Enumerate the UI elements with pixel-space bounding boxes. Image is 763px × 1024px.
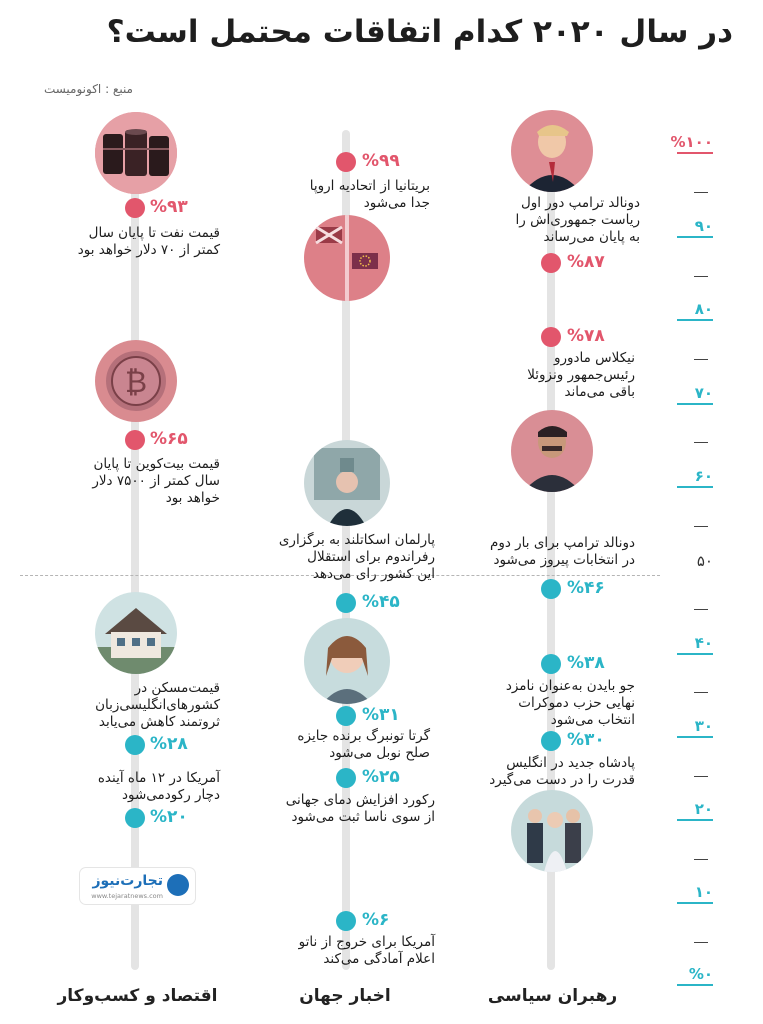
scale-label-80 xyxy=(653,300,713,318)
brexit-flags-photo xyxy=(304,215,390,301)
scale-label-20 xyxy=(653,800,713,818)
dot-greta xyxy=(336,706,356,726)
pct-greta: %۳۱ xyxy=(362,705,400,725)
scale-label-10 xyxy=(653,883,713,901)
scale-value: ۲۰ xyxy=(694,800,713,818)
dot-king xyxy=(541,731,561,751)
scale-tick xyxy=(694,192,708,193)
label-line: جدا می‌شود xyxy=(363,195,430,211)
dot-oil xyxy=(125,198,145,218)
label-housing xyxy=(40,680,220,731)
label-line: انتخاب می‌شود xyxy=(550,712,635,728)
label-nato xyxy=(235,934,435,968)
royal-family-photo xyxy=(511,790,593,872)
scale-tick xyxy=(694,692,708,693)
dot-trump-first xyxy=(541,253,561,273)
label-bitcoin xyxy=(40,456,220,507)
scale-label-90 xyxy=(653,217,713,235)
page-title: در سال ۲۰۲۰ کدام اتفاقات محتمل است؟ xyxy=(106,14,733,50)
scale-label-30 xyxy=(653,717,713,735)
scale-label-100 xyxy=(653,133,713,151)
scale-tick xyxy=(694,776,708,777)
label-line: صلح نوبل می‌شود xyxy=(329,745,430,761)
label-line: دونالد ترامپ برای بار دوم xyxy=(489,535,635,551)
pct-scotland: %۴۵ xyxy=(362,592,400,612)
dot-nato xyxy=(336,911,356,931)
pct-climate: %۲۵ xyxy=(362,767,400,787)
pct-housing: %۲۸ xyxy=(150,734,188,754)
label-line: این کشور رای می‌دهد xyxy=(312,566,435,582)
label-brexit xyxy=(250,178,430,212)
scale-tick xyxy=(694,276,708,277)
label-line: رفراندوم برای استقلال xyxy=(307,549,435,565)
scale-value: %۱۰۰ xyxy=(670,133,713,151)
bitcoin-photo xyxy=(95,340,177,422)
label-oil xyxy=(40,225,220,259)
scale-value: %۰ xyxy=(688,965,713,983)
pct-trump-first: %۸۷ xyxy=(567,252,605,272)
pct-trump-second: %۴۶ xyxy=(567,578,605,598)
label-line: نیکلاس مادورو xyxy=(553,350,635,366)
scale-label-50 xyxy=(653,552,713,570)
label-recession xyxy=(40,770,220,804)
greta-photo xyxy=(304,618,390,704)
dot-biden xyxy=(541,654,561,674)
label-line: قیمت نفت تا پایان سال xyxy=(88,225,220,241)
scale-label-70 xyxy=(653,384,713,402)
scale-value: ۸۰ xyxy=(694,300,713,318)
label-line: بریتانیا از اتحادیه اروپا xyxy=(309,178,430,194)
scale-tick xyxy=(694,609,708,610)
label-line: کشورهای‌انگلیسی‌زبان xyxy=(95,697,220,713)
label-greta xyxy=(250,728,430,762)
label-line: دچار رکود‌می‌شود xyxy=(122,787,220,803)
pct-bitcoin: %۶۵ xyxy=(150,429,188,449)
label-scotland xyxy=(235,532,435,583)
label-line: دونالد ترامپ دور اول xyxy=(520,195,640,211)
scale-value: ۳۰ xyxy=(694,717,713,735)
label-king xyxy=(445,755,635,789)
dot-brexit xyxy=(336,152,356,172)
pct-oil: %۹۳ xyxy=(150,197,188,217)
label-maduro xyxy=(460,350,635,401)
scale-value: ۹۰ xyxy=(694,217,713,235)
scale-value: ۶۰ xyxy=(694,467,713,485)
logo-name: تجارت‌نیوز xyxy=(92,873,163,889)
scale-label-60 xyxy=(653,467,713,485)
label-line: پادشاه جدید در انگلیس xyxy=(506,755,635,771)
label-line: ریاست جمهوری‌اش را xyxy=(515,212,640,228)
pct-nato: %۶ xyxy=(362,910,390,930)
label-line: باقی می‌ماند xyxy=(564,384,635,400)
maduro-photo xyxy=(511,410,593,492)
scale-label-0 xyxy=(653,965,713,983)
label-line: ثروتمند کاهش می‌یابد xyxy=(98,714,220,730)
scotland-parliament-photo xyxy=(304,440,390,526)
label-line: گرتا تونبرگ برنده جایزه xyxy=(297,728,430,744)
source-note: منبع : اکونومیست xyxy=(43,82,133,96)
label-trump-second xyxy=(445,535,635,569)
dot-scotland xyxy=(336,593,356,613)
pct-recession: %۲۰ xyxy=(150,807,188,827)
label-line: از سوی ناسا ثبت می‌شود xyxy=(291,809,435,825)
scale-tick xyxy=(694,526,708,527)
scale-tick xyxy=(694,442,708,443)
pct-brexit: %۹۹ xyxy=(362,151,400,171)
logo-url: www.tejaratnews.com xyxy=(91,892,163,900)
scale-tick xyxy=(694,359,708,360)
pct-maduro: %۷۸ xyxy=(567,326,605,346)
label-line: اعلام آمادگی می‌کند xyxy=(323,951,435,967)
label-line: قدرت را در دست می‌گیرد xyxy=(489,772,635,788)
scale-tick xyxy=(694,859,708,860)
scale-label-40 xyxy=(653,634,713,652)
column-header-politics: رهبران سیاسی xyxy=(487,986,618,1006)
dot-climate xyxy=(336,768,356,788)
logo-icon xyxy=(167,874,189,896)
label-line: نهایی حزب دموکرات xyxy=(518,695,635,711)
pct-biden: %۳۸ xyxy=(567,653,605,673)
label-line: سال کمتر از ۷۵۰۰ دلار xyxy=(92,473,220,489)
label-line: کمتر از ۷۰ دلار خواهد بود xyxy=(77,242,220,258)
oil-barrels-photo xyxy=(95,112,177,194)
scale-value: ۴۰ xyxy=(694,634,713,652)
label-trump-first xyxy=(460,195,640,246)
label-line: رئیس‌جمهور ونزوئلا xyxy=(527,367,635,383)
dot-trump-second xyxy=(541,579,561,599)
svg-text:₿: ₿ xyxy=(124,365,148,400)
label-line: آمریکا در ۱۲ ماه آینده xyxy=(97,770,220,786)
trump-photo xyxy=(511,110,593,192)
house-photo xyxy=(95,592,177,674)
dot-housing xyxy=(125,735,145,755)
label-line: در انتخابات پیروز می‌شود xyxy=(493,552,635,568)
scale-tick xyxy=(694,942,708,943)
dot-maduro xyxy=(541,327,561,347)
column-header-economy: اقتصاد و کسب‌وکار xyxy=(57,986,218,1006)
dot-bitcoin xyxy=(125,430,145,450)
scale-value: ۱۰ xyxy=(694,883,713,901)
label-line: به پایان می‌رساند xyxy=(543,229,640,245)
label-line: قیمت‌مسکن در xyxy=(134,680,220,696)
label-line: قیمت بیت‌کوین تا پایان xyxy=(93,456,220,472)
label-line: پارلمان اسکاتلند به برگزاری xyxy=(278,532,435,548)
pct-king: %۳۰ xyxy=(567,730,605,750)
label-climate xyxy=(235,792,435,826)
dot-recession xyxy=(125,808,145,828)
column-header-world: اخبار جهان xyxy=(299,986,391,1006)
scale-value: ۷۰ xyxy=(694,384,713,402)
scale-value: ۵۰ xyxy=(696,552,713,570)
label-line: رکورد افزایش دمای جهانی xyxy=(285,792,435,808)
publisher-logo xyxy=(80,868,195,904)
label-line: جو بایدن به‌عنوان نامزد xyxy=(505,678,635,694)
label-biden xyxy=(450,678,635,729)
label-line: آمریکا برای خروج از ناتو xyxy=(298,934,435,950)
label-line: خواهد بود xyxy=(165,490,220,506)
